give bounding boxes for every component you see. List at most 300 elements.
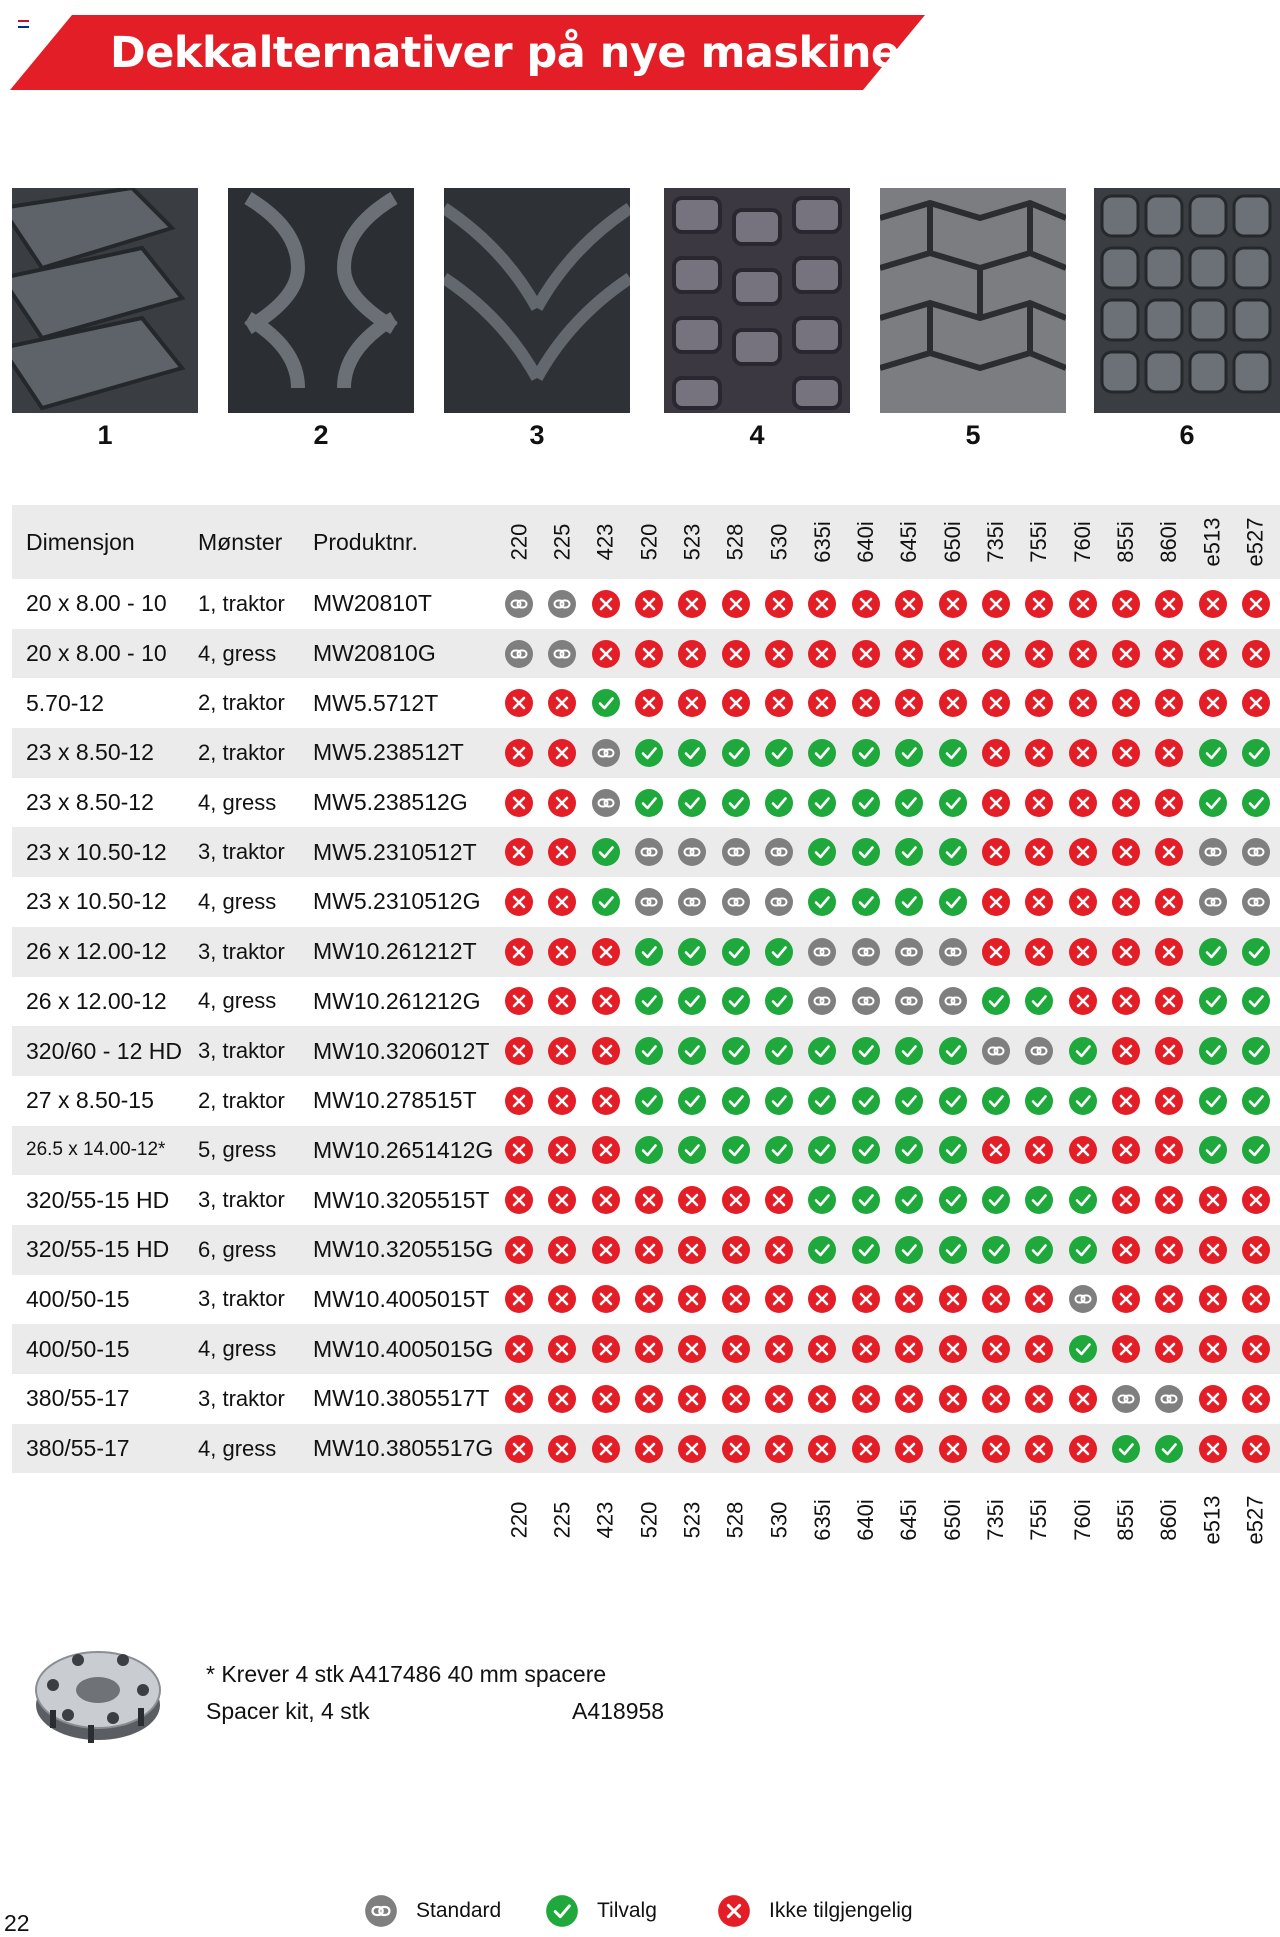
status-standard-735i xyxy=(981,1036,1011,1066)
status-ikke-tilgjengelig-225 xyxy=(547,1135,577,1165)
dimension-cell: 20 x 8.00 - 10 xyxy=(26,590,167,617)
status-ikke-tilgjengelig-635i xyxy=(807,1384,837,1414)
status-standard-225 xyxy=(547,639,577,669)
status-tilvalg-e513 xyxy=(1198,986,1228,1016)
status-ikke-tilgjengelig-855i xyxy=(1111,1284,1141,1314)
model-label: 225 xyxy=(549,523,575,561)
product-cell: MW10.278515T xyxy=(313,1087,477,1114)
table-row xyxy=(12,1374,1280,1424)
pattern-cell: 3, traktor xyxy=(198,1286,285,1312)
footer-model-860i xyxy=(1148,1483,1191,1557)
dimension-cell: 20 x 8.00 - 10 xyxy=(26,640,167,667)
status-ikke-tilgjengelig-735i xyxy=(981,1434,1011,1464)
status-ikke-tilgjengelig-220 xyxy=(504,688,534,718)
status-standard-220 xyxy=(504,589,534,619)
table-row xyxy=(12,1424,1280,1474)
status-standard-635i xyxy=(807,937,837,967)
product-cell: MW5.238512T xyxy=(313,739,464,766)
status-ikke-tilgjengelig-735i xyxy=(981,837,1011,867)
status-ikke-tilgjengelig-645i xyxy=(894,639,924,669)
status-tilvalg-760i xyxy=(1068,1036,1098,1066)
tread-gallery xyxy=(0,188,1280,448)
dimension-cell: 400/50-15 xyxy=(26,1335,130,1362)
status-ikke-tilgjengelig-860i xyxy=(1154,937,1184,967)
product-cell: MW10.4005015G xyxy=(313,1335,494,1362)
status-ikke-tilgjengelig-423 xyxy=(591,1334,621,1364)
status-ikke-tilgjengelig-225 xyxy=(547,1086,577,1116)
model-label: 523 xyxy=(679,523,705,561)
status-tilvalg-760i xyxy=(1068,1086,1098,1116)
pattern-cell: 4, gress xyxy=(198,1435,277,1461)
status-ikke-tilgjengelig-423 xyxy=(591,1434,621,1464)
model-label: e513 xyxy=(1199,1495,1225,1545)
header-model-860i xyxy=(1148,505,1191,579)
status-tilvalg-528 xyxy=(721,986,751,1016)
status-ikke-tilgjengelig-423 xyxy=(591,1135,621,1165)
status-ikke-tilgjengelig-530 xyxy=(764,1384,794,1414)
dimension-cell: 400/50-15 xyxy=(26,1285,130,1312)
tread-label-2: 2 xyxy=(313,420,329,450)
status-ikke-tilgjengelig-645i xyxy=(894,589,924,619)
status-ikke-tilgjengelig-e513 xyxy=(1198,639,1228,669)
status-ikke-tilgjengelig-635i xyxy=(807,688,837,718)
status-ikke-tilgjengelig-e527 xyxy=(1241,1334,1271,1364)
status-ikke-tilgjengelig-523 xyxy=(677,1334,707,1364)
status-ikke-tilgjengelig-640i xyxy=(851,688,881,718)
product-cell: MW20810G xyxy=(313,640,436,667)
table-row xyxy=(12,1225,1280,1275)
product-cell: MW10.261212G xyxy=(313,987,481,1014)
status-tilvalg-645i xyxy=(894,788,924,818)
status-ikke-tilgjengelig-855i xyxy=(1111,937,1141,967)
status-ikke-tilgjengelig-e513 xyxy=(1198,1235,1228,1265)
status-ikke-tilgjengelig-855i xyxy=(1111,639,1141,669)
status-ikke-tilgjengelig-860i xyxy=(1154,1185,1184,1215)
status-standard-640i xyxy=(851,986,881,1016)
dimension-cell: 23 x 10.50-12 xyxy=(26,888,167,915)
status-ikke-tilgjengelig-755i xyxy=(1024,837,1054,867)
product-cell: MW10.3805517T xyxy=(313,1385,490,1412)
model-label: 860i xyxy=(1156,1499,1182,1542)
status-tilvalg-528 xyxy=(721,788,751,818)
dimension-cell: 380/55-17 xyxy=(26,1435,130,1462)
status-ikke-tilgjengelig-423 xyxy=(591,639,621,669)
status-ikke-tilgjengelig-520 xyxy=(634,1284,664,1314)
spacer-kit-image xyxy=(28,1630,168,1750)
footer-model-635i xyxy=(801,1483,844,1557)
dimension-cell: 26 x 12.00-12 xyxy=(26,938,167,965)
pattern-cell: 3, traktor xyxy=(198,1385,285,1411)
status-ikke-tilgjengelig-528 xyxy=(721,688,751,718)
status-ikke-tilgjengelig-e513 xyxy=(1198,688,1228,718)
model-label: 423 xyxy=(592,523,618,561)
header-model-520 xyxy=(628,505,671,579)
table-row xyxy=(12,1275,1280,1325)
status-tilvalg-645i xyxy=(894,1135,924,1165)
status-ikke-tilgjengelig-e513 xyxy=(1198,1384,1228,1414)
status-ikke-tilgjengelig-760i xyxy=(1068,937,1098,967)
status-tilvalg-645i xyxy=(894,837,924,867)
status-standard-e513 xyxy=(1198,837,1228,867)
status-tilvalg-e513 xyxy=(1198,1036,1228,1066)
header-model-220 xyxy=(498,505,541,579)
status-ikke-tilgjengelig-520 xyxy=(634,1384,664,1414)
dimension-cell: 320/60 - 12 HD xyxy=(26,1037,182,1064)
status-ikke-tilgjengelig-855i xyxy=(1111,1185,1141,1215)
status-standard-225 xyxy=(547,589,577,619)
status-ikke-tilgjengelig-220 xyxy=(504,1235,534,1265)
status-tilvalg-635i xyxy=(807,1135,837,1165)
product-cell: MW10.2651412G xyxy=(313,1136,494,1163)
status-ikke-tilgjengelig-735i xyxy=(981,788,1011,818)
status-ikke-tilgjengelig-855i xyxy=(1111,688,1141,718)
table-row xyxy=(12,1175,1280,1225)
status-tilvalg-e527 xyxy=(1241,788,1271,818)
status-ikke-tilgjengelig-760i xyxy=(1068,1384,1098,1414)
status-tilvalg-523 xyxy=(677,788,707,818)
header-model-523 xyxy=(671,505,714,579)
status-tilvalg-e527 xyxy=(1241,1036,1271,1066)
page-number: 22 xyxy=(4,1910,30,1936)
status-ikke-tilgjengelig-523 xyxy=(677,1284,707,1314)
status-tilvalg-423 xyxy=(591,887,621,917)
status-ikke-tilgjengelig-760i xyxy=(1068,887,1098,917)
model-label: 755i xyxy=(1026,521,1052,563)
status-ikke-tilgjengelig-755i xyxy=(1024,688,1054,718)
status-standard-423 xyxy=(591,738,621,768)
model-label: 755i xyxy=(1026,1499,1052,1542)
status-ikke-tilgjengelig-220 xyxy=(504,1036,534,1066)
footer-model-530 xyxy=(758,1483,801,1557)
status-ikke-tilgjengelig-530 xyxy=(764,1185,794,1215)
status-ikke-tilgjengelig-528 xyxy=(721,1384,751,1414)
status-tilvalg-530 xyxy=(764,1135,794,1165)
status-ikke-tilgjengelig-650i xyxy=(938,589,968,619)
pattern-cell: 2, traktor xyxy=(198,739,285,765)
status-ikke-tilgjengelig-760i xyxy=(1068,639,1098,669)
table-row xyxy=(12,1076,1280,1126)
status-tilvalg-735i xyxy=(981,1185,1011,1215)
status-tilvalg-645i xyxy=(894,1036,924,1066)
model-label: 760i xyxy=(1069,521,1095,563)
model-label: 520 xyxy=(636,523,662,561)
status-ikke-tilgjengelig-523 xyxy=(677,688,707,718)
status-ikke-tilgjengelig-528 xyxy=(721,639,751,669)
status-ikke-tilgjengelig-860i xyxy=(1154,1086,1184,1116)
header-model-755i xyxy=(1018,505,1061,579)
status-ikke-tilgjengelig-220 xyxy=(504,837,534,867)
status-ikke-tilgjengelig-860i xyxy=(1154,1235,1184,1265)
footer-model-640i xyxy=(844,1483,887,1557)
header-model-635i xyxy=(801,505,844,579)
tread-image-5 xyxy=(880,188,1066,413)
model-label: 220 xyxy=(506,1502,531,1539)
status-ikke-tilgjengelig-640i xyxy=(851,1334,881,1364)
status-tilvalg-640i xyxy=(851,1135,881,1165)
status-tilvalg-755i xyxy=(1024,1086,1054,1116)
status-ikke-tilgjengelig-e527 xyxy=(1241,1434,1271,1464)
dimension-cell: 320/55-15 HD xyxy=(26,1236,170,1263)
status-ikke-tilgjengelig-e527 xyxy=(1241,688,1271,718)
status-standard-645i xyxy=(894,986,924,1016)
status-tilvalg-650i xyxy=(938,1036,968,1066)
status-ikke-tilgjengelig-e527 xyxy=(1241,1384,1271,1414)
status-ikke-tilgjengelig-528 xyxy=(721,589,751,619)
status-ikke-tilgjengelig-855i xyxy=(1111,788,1141,818)
model-label: e527 xyxy=(1242,517,1268,567)
status-ikke-tilgjengelig-225 xyxy=(547,1235,577,1265)
status-ikke-tilgjengelig-530 xyxy=(764,1235,794,1265)
pattern-cell: 4, gress xyxy=(198,789,277,815)
header-model-e513 xyxy=(1191,505,1234,579)
pattern-cell: 3, traktor xyxy=(198,1038,285,1064)
pattern-cell: 3, traktor xyxy=(198,1187,285,1213)
product-cell: MW10.3205515G xyxy=(313,1236,494,1263)
status-tilvalg-650i xyxy=(938,837,968,867)
status-tilvalg-735i xyxy=(981,986,1011,1016)
pattern-cell: 4, gress xyxy=(198,1336,277,1362)
status-tilvalg-520 xyxy=(634,1036,664,1066)
status-tilvalg-640i xyxy=(851,1185,881,1215)
status-ikke-tilgjengelig-225 xyxy=(547,1384,577,1414)
status-ikke-tilgjengelig-735i xyxy=(981,887,1011,917)
status-tilvalg-523 xyxy=(677,986,707,1016)
status-ikke-tilgjengelig-755i xyxy=(1024,639,1054,669)
status-tilvalg-650i xyxy=(938,887,968,917)
dimension-cell: 23 x 8.50-12 xyxy=(26,739,154,766)
model-label: 735i xyxy=(982,1499,1008,1542)
status-ikke-tilgjengelig-423 xyxy=(591,1235,621,1265)
status-ikke-tilgjengelig-523 xyxy=(677,1434,707,1464)
page-title: Dekkalternativer på nye maskiner xyxy=(110,28,921,78)
footer-model-225 xyxy=(541,1483,584,1557)
status-ikke-tilgjengelig-423 xyxy=(591,937,621,967)
model-label: 855i xyxy=(1112,1499,1138,1542)
dimension-cell: 26.5 x 14.00-12* xyxy=(26,1139,166,1161)
status-ikke-tilgjengelig-e513 xyxy=(1198,1334,1228,1364)
header-model-735i xyxy=(974,505,1017,579)
status-ikke-tilgjengelig-220 xyxy=(504,1434,534,1464)
footer-model-220 xyxy=(498,1483,541,1557)
model-label: 423 xyxy=(592,1502,618,1539)
status-ikke-tilgjengelig-755i xyxy=(1024,1384,1054,1414)
footer-model-e513 xyxy=(1191,1483,1234,1557)
model-label: 225 xyxy=(549,1502,575,1539)
status-tilvalg-e527 xyxy=(1241,1135,1271,1165)
status-ikke-tilgjengelig-645i xyxy=(894,1384,924,1414)
status-ikke-tilgjengelig-530 xyxy=(764,1334,794,1364)
tread-label-5: 5 xyxy=(965,420,981,450)
tread-image-1 xyxy=(12,188,198,413)
status-ikke-tilgjengelig-735i xyxy=(981,738,1011,768)
model-label: 635i xyxy=(809,1499,835,1542)
status-ikke-tilgjengelig-423 xyxy=(591,1036,621,1066)
status-ikke-tilgjengelig-530 xyxy=(764,639,794,669)
status-ikke-tilgjengelig-528 xyxy=(721,1284,751,1314)
status-tilvalg-640i xyxy=(851,1235,881,1265)
status-tilvalg-e513 xyxy=(1198,788,1228,818)
dimension-cell: 26 x 12.00-12 xyxy=(26,987,167,1014)
status-standard-760i xyxy=(1068,1284,1098,1314)
header-model-855i xyxy=(1104,505,1147,579)
status-ikke-tilgjengelig-735i xyxy=(981,937,1011,967)
table-row xyxy=(12,778,1280,828)
status-ikke-tilgjengelig-760i xyxy=(1068,738,1098,768)
status-ikke-tilgjengelig-523 xyxy=(677,1235,707,1265)
status-standard-530 xyxy=(764,887,794,917)
model-label: 523 xyxy=(679,1502,705,1539)
model-label: 530 xyxy=(766,523,792,561)
model-label: 635i xyxy=(809,521,835,563)
model-label: 640i xyxy=(852,521,878,563)
status-tilvalg-860i xyxy=(1154,1434,1184,1464)
status-ikke-tilgjengelig-755i xyxy=(1024,738,1054,768)
status-tilvalg-528 xyxy=(721,1086,751,1116)
status-ikke-tilgjengelig-860i xyxy=(1154,1036,1184,1066)
table-row xyxy=(12,1324,1280,1374)
status-tilvalg-523 xyxy=(677,1135,707,1165)
dimension-cell: 23 x 10.50-12 xyxy=(26,838,167,865)
product-cell: MW5.2310512T xyxy=(313,838,477,865)
model-label: 650i xyxy=(939,1499,965,1542)
status-ikke-tilgjengelig-220 xyxy=(504,738,534,768)
header-dimension: Dimensjon xyxy=(26,528,135,555)
pattern-cell: 6, gress xyxy=(198,1236,277,1262)
status-tilvalg-530 xyxy=(764,937,794,967)
status-ikke-tilgjengelig-530 xyxy=(764,688,794,718)
status-tilvalg-645i xyxy=(894,1235,924,1265)
status-ikke-tilgjengelig-645i xyxy=(894,1284,924,1314)
status-tilvalg-530 xyxy=(764,738,794,768)
legend-tilvalg xyxy=(545,1893,657,1929)
status-tilvalg-635i xyxy=(807,1036,837,1066)
table-row xyxy=(12,927,1280,977)
status-tilvalg-650i xyxy=(938,1135,968,1165)
status-tilvalg-e527 xyxy=(1241,986,1271,1016)
status-ikke-tilgjengelig-635i xyxy=(807,589,837,619)
table-row xyxy=(12,1026,1280,1076)
status-ikke-tilgjengelig-e513 xyxy=(1198,589,1228,619)
spacer-kit-code: A418958 xyxy=(572,1698,665,1724)
pattern-cell: 2, traktor xyxy=(198,690,285,716)
tread-label-6: 6 xyxy=(1179,420,1195,450)
model-label: 528 xyxy=(722,523,748,561)
pattern-cell: 5, gress xyxy=(198,1137,277,1163)
status-standard-e527 xyxy=(1241,837,1271,867)
status-ikke-tilgjengelig-760i xyxy=(1068,1434,1098,1464)
status-ikke-tilgjengelig-423 xyxy=(591,1384,621,1414)
status-ikke-tilgjengelig-860i xyxy=(1154,788,1184,818)
status-ikke-tilgjengelig-528 xyxy=(721,1434,751,1464)
status-tilvalg-650i xyxy=(938,788,968,818)
status-ikke-tilgjengelig-e527 xyxy=(1241,1185,1271,1215)
status-tilvalg-523 xyxy=(677,1036,707,1066)
model-label: 520 xyxy=(636,1502,662,1539)
status-ikke-tilgjengelig-220 xyxy=(504,1086,534,1116)
status-ikke-tilgjengelig-423 xyxy=(591,1284,621,1314)
status-ikke-tilgjengelig-650i xyxy=(938,688,968,718)
model-label: 640i xyxy=(852,1499,878,1542)
status-tilvalg-640i xyxy=(851,738,881,768)
header-model-640i xyxy=(844,505,887,579)
status-ikke-tilgjengelig-423 xyxy=(591,1185,621,1215)
status-tilvalg-528 xyxy=(721,1135,751,1165)
footer-model-855i xyxy=(1104,1483,1147,1557)
status-ikke-tilgjengelig-860i xyxy=(1154,589,1184,619)
spacer-kit-label: Spacer kit, 4 stk xyxy=(206,1698,370,1724)
status-tilvalg-e513 xyxy=(1198,1086,1228,1116)
pattern-cell: 2, traktor xyxy=(198,1087,285,1113)
status-ikke-tilgjengelig-855i xyxy=(1111,1036,1141,1066)
status-standard-635i xyxy=(807,986,837,1016)
status-ikke-tilgjengelig-530 xyxy=(764,1434,794,1464)
status-ikke-tilgjengelig-635i xyxy=(807,1334,837,1364)
status-ikke-tilgjengelig-855i xyxy=(1111,1334,1141,1364)
table-header-row xyxy=(12,505,1280,579)
status-ikke-tilgjengelig-528 xyxy=(721,1185,751,1215)
header-model-225 xyxy=(541,505,584,579)
product-cell: MW20810T xyxy=(313,590,432,617)
status-tilvalg-755i xyxy=(1024,1235,1054,1265)
pattern-cell: 3, traktor xyxy=(198,839,285,865)
status-tilvalg-640i xyxy=(851,837,881,867)
status-tilvalg-528 xyxy=(721,1036,751,1066)
status-ikke-tilgjengelig-860i xyxy=(1154,1135,1184,1165)
status-ikke-tilgjengelig-520 xyxy=(634,1185,664,1215)
table-row xyxy=(12,877,1280,927)
status-ikke-tilgjengelig-760i xyxy=(1068,1135,1098,1165)
status-tilvalg-645i xyxy=(894,1185,924,1215)
status-tilvalg-640i xyxy=(851,887,881,917)
status-ikke-tilgjengelig-650i xyxy=(938,1284,968,1314)
status-ikke-tilgjengelig-635i xyxy=(807,1434,837,1464)
model-label: 855i xyxy=(1112,521,1138,563)
footer-model-650i xyxy=(931,1483,974,1557)
model-label: 860i xyxy=(1156,521,1182,563)
status-standard-423 xyxy=(591,788,621,818)
status-ikke-tilgjengelig-523 xyxy=(677,639,707,669)
footer-model-520 xyxy=(628,1483,671,1557)
model-label: e513 xyxy=(1199,517,1225,567)
status-tilvalg-e527 xyxy=(1241,937,1271,967)
status-ikke-tilgjengelig-860i xyxy=(1154,639,1184,669)
status-ikke-tilgjengelig-640i xyxy=(851,1434,881,1464)
status-ikke-tilgjengelig-640i xyxy=(851,589,881,619)
status-tilvalg-650i xyxy=(938,1235,968,1265)
status-ikke-tilgjengelig-735i xyxy=(981,589,1011,619)
status-standard-755i xyxy=(1024,1036,1054,1066)
status-ikke-tilgjengelig-225 xyxy=(547,788,577,818)
model-label: 645i xyxy=(896,521,922,563)
status-ikke-tilgjengelig-735i xyxy=(981,1384,1011,1414)
status-tilvalg-423 xyxy=(591,837,621,867)
status-ikke-tilgjengelig-225 xyxy=(547,688,577,718)
tread-label-1: 1 xyxy=(97,420,113,450)
status-tilvalg-635i xyxy=(807,837,837,867)
status-ikke-tilgjengelig-e527 xyxy=(1241,1235,1271,1265)
status-tilvalg-520 xyxy=(634,986,664,1016)
header-model-e527 xyxy=(1234,505,1277,579)
status-ikke-tilgjengelig-220 xyxy=(504,788,534,818)
status-ikke-tilgjengelig-520 xyxy=(634,589,664,619)
status-ikke-tilgjengelig-755i xyxy=(1024,887,1054,917)
legend-tilvalg-label: Tilvalg xyxy=(597,1899,657,1922)
status-ikke-tilgjengelig-220 xyxy=(504,1334,534,1364)
status-standard-530 xyxy=(764,837,794,867)
pattern-cell: 4, gress xyxy=(198,640,277,666)
table-row xyxy=(12,977,1280,1027)
model-label: e527 xyxy=(1242,1495,1268,1545)
